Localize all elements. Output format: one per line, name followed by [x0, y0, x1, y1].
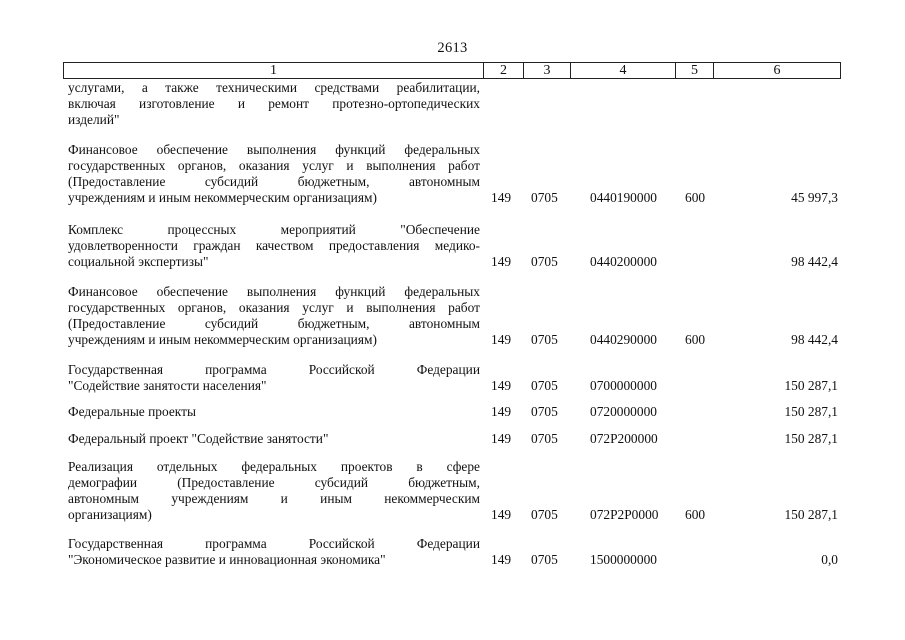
description-line: "Содействие занятости населения" — [68, 378, 267, 393]
cell-ministry: 149 — [491, 332, 512, 347]
table-row — [0, 142, 905, 206]
cell-target-code: 0440290000 — [590, 332, 657, 347]
description-line: демографии (Предоставление субсидий бюджетным, — [68, 475, 480, 490]
cell-ministry: 149 — [491, 190, 512, 205]
description-line: Государственная программа Российской Федерации — [68, 362, 480, 377]
description-line: учреждениям и иным некоммерческим организациям) — [68, 190, 377, 205]
cell-ministry: 149 — [491, 507, 512, 522]
description-line: Финансовое обеспечение выполнения функций федеральных — [68, 284, 480, 299]
row-description — [68, 404, 480, 420]
header-col-4: 4 — [571, 63, 676, 78]
cell-section: 0705 — [531, 431, 558, 446]
cell-expense-type: 600 — [685, 332, 706, 347]
cell-amount: 45 997,3 — [791, 190, 838, 205]
table-row — [0, 404, 905, 420]
description-line: Реализация отдельных федеральных проектов в сфере — [68, 459, 480, 474]
description-line: включая изготовление и ремонт протезно-ортопедических — [68, 96, 480, 111]
cell-amount: 150 287,1 — [784, 431, 838, 446]
table-row — [0, 80, 905, 128]
description-line: удовлетворенности граждан качеством предоставления медико- — [68, 238, 480, 253]
table-row — [0, 284, 905, 348]
cell-section: 0705 — [531, 332, 558, 347]
cell-amount: 98 442,4 — [791, 254, 838, 269]
cell-section: 0705 — [531, 254, 558, 269]
table-row — [0, 362, 905, 394]
header-col-6: 6 — [773, 63, 781, 78]
table-row — [0, 431, 905, 447]
cell-target-code: 0440190000 — [590, 190, 657, 205]
header-col-1: 1 — [64, 63, 484, 78]
cell-amount: 150 287,1 — [784, 404, 838, 419]
cell-section: 0705 — [531, 190, 558, 205]
cell-amount: 150 287,1 — [784, 378, 838, 393]
table-row — [0, 459, 905, 523]
cell-ministry: 149 — [491, 431, 512, 446]
header-col-2: 2 — [484, 63, 524, 78]
cell-section: 0705 — [531, 404, 558, 419]
description-line: (Предоставление субсидий бюджетным, автономным — [68, 316, 480, 331]
cell-amount: 150 287,1 — [784, 507, 838, 522]
row-description — [68, 459, 480, 523]
table-row — [0, 222, 905, 270]
description-line: автономным учреждениям и иным некоммерческим — [68, 491, 480, 506]
cell-ministry: 149 — [491, 404, 512, 419]
cell-section: 0705 — [531, 507, 558, 522]
description-line: Финансовое обеспечение выполнения функций федеральных — [68, 142, 480, 157]
row-description — [68, 142, 480, 206]
cell-section: 0705 — [531, 552, 558, 567]
cell-target-code: 072P200000 — [590, 431, 658, 446]
cell-ministry: 149 — [491, 378, 512, 393]
cell-target-code: 0700000000 — [590, 378, 657, 393]
cell-ministry: 149 — [491, 254, 512, 269]
cell-expense-type: 600 — [685, 507, 706, 522]
cell-amount: 0,0 — [821, 552, 838, 567]
description-line: Комплекс процессных мероприятий "Обеспечение — [68, 222, 480, 237]
description-line: услугами, а также техническими средствами реабилитации, — [68, 80, 480, 95]
cell-amount: 98 442,4 — [791, 332, 838, 347]
row-description — [68, 362, 480, 394]
description-line: Государственная программа Российской Федерации — [68, 536, 480, 551]
description-line: (Предоставление субсидий бюджетным, автономным — [68, 174, 480, 189]
table-row — [0, 536, 905, 568]
header-col-3: 3 — [524, 63, 571, 78]
description-line: изделий" — [68, 112, 120, 127]
cell-ministry: 149 — [491, 552, 512, 567]
description-line: социальной экспертизы" — [68, 254, 209, 269]
row-description — [68, 222, 480, 270]
row-description — [68, 80, 480, 128]
row-description — [68, 431, 480, 447]
cell-target-code: 072P2P0000 — [590, 507, 659, 522]
header-col-5: 5 — [676, 63, 714, 78]
description-line: государственных органов, оказания услуг и выполнения работ — [68, 158, 480, 173]
description-line: "Экономическое развитие и инновационная экономика" — [68, 552, 386, 567]
page-number: 2613 — [437, 40, 468, 56]
description-line: организациям) — [68, 507, 152, 522]
cell-target-code: 0720000000 — [590, 404, 657, 419]
row-description — [68, 536, 480, 568]
description-line: учреждениям и иным некоммерческим организациям) — [68, 332, 377, 347]
description-line: государственных органов, оказания услуг и выполнения работ — [68, 300, 480, 315]
description-line: Федеральные проекты — [68, 404, 196, 419]
row-description — [68, 284, 480, 348]
description-line: Федеральный проект "Содействие занятости" — [68, 431, 329, 446]
cell-target-code: 1500000000 — [590, 552, 657, 567]
cell-section: 0705 — [531, 378, 558, 393]
cell-expense-type: 600 — [685, 190, 706, 205]
cell-target-code: 0440200000 — [590, 254, 657, 269]
